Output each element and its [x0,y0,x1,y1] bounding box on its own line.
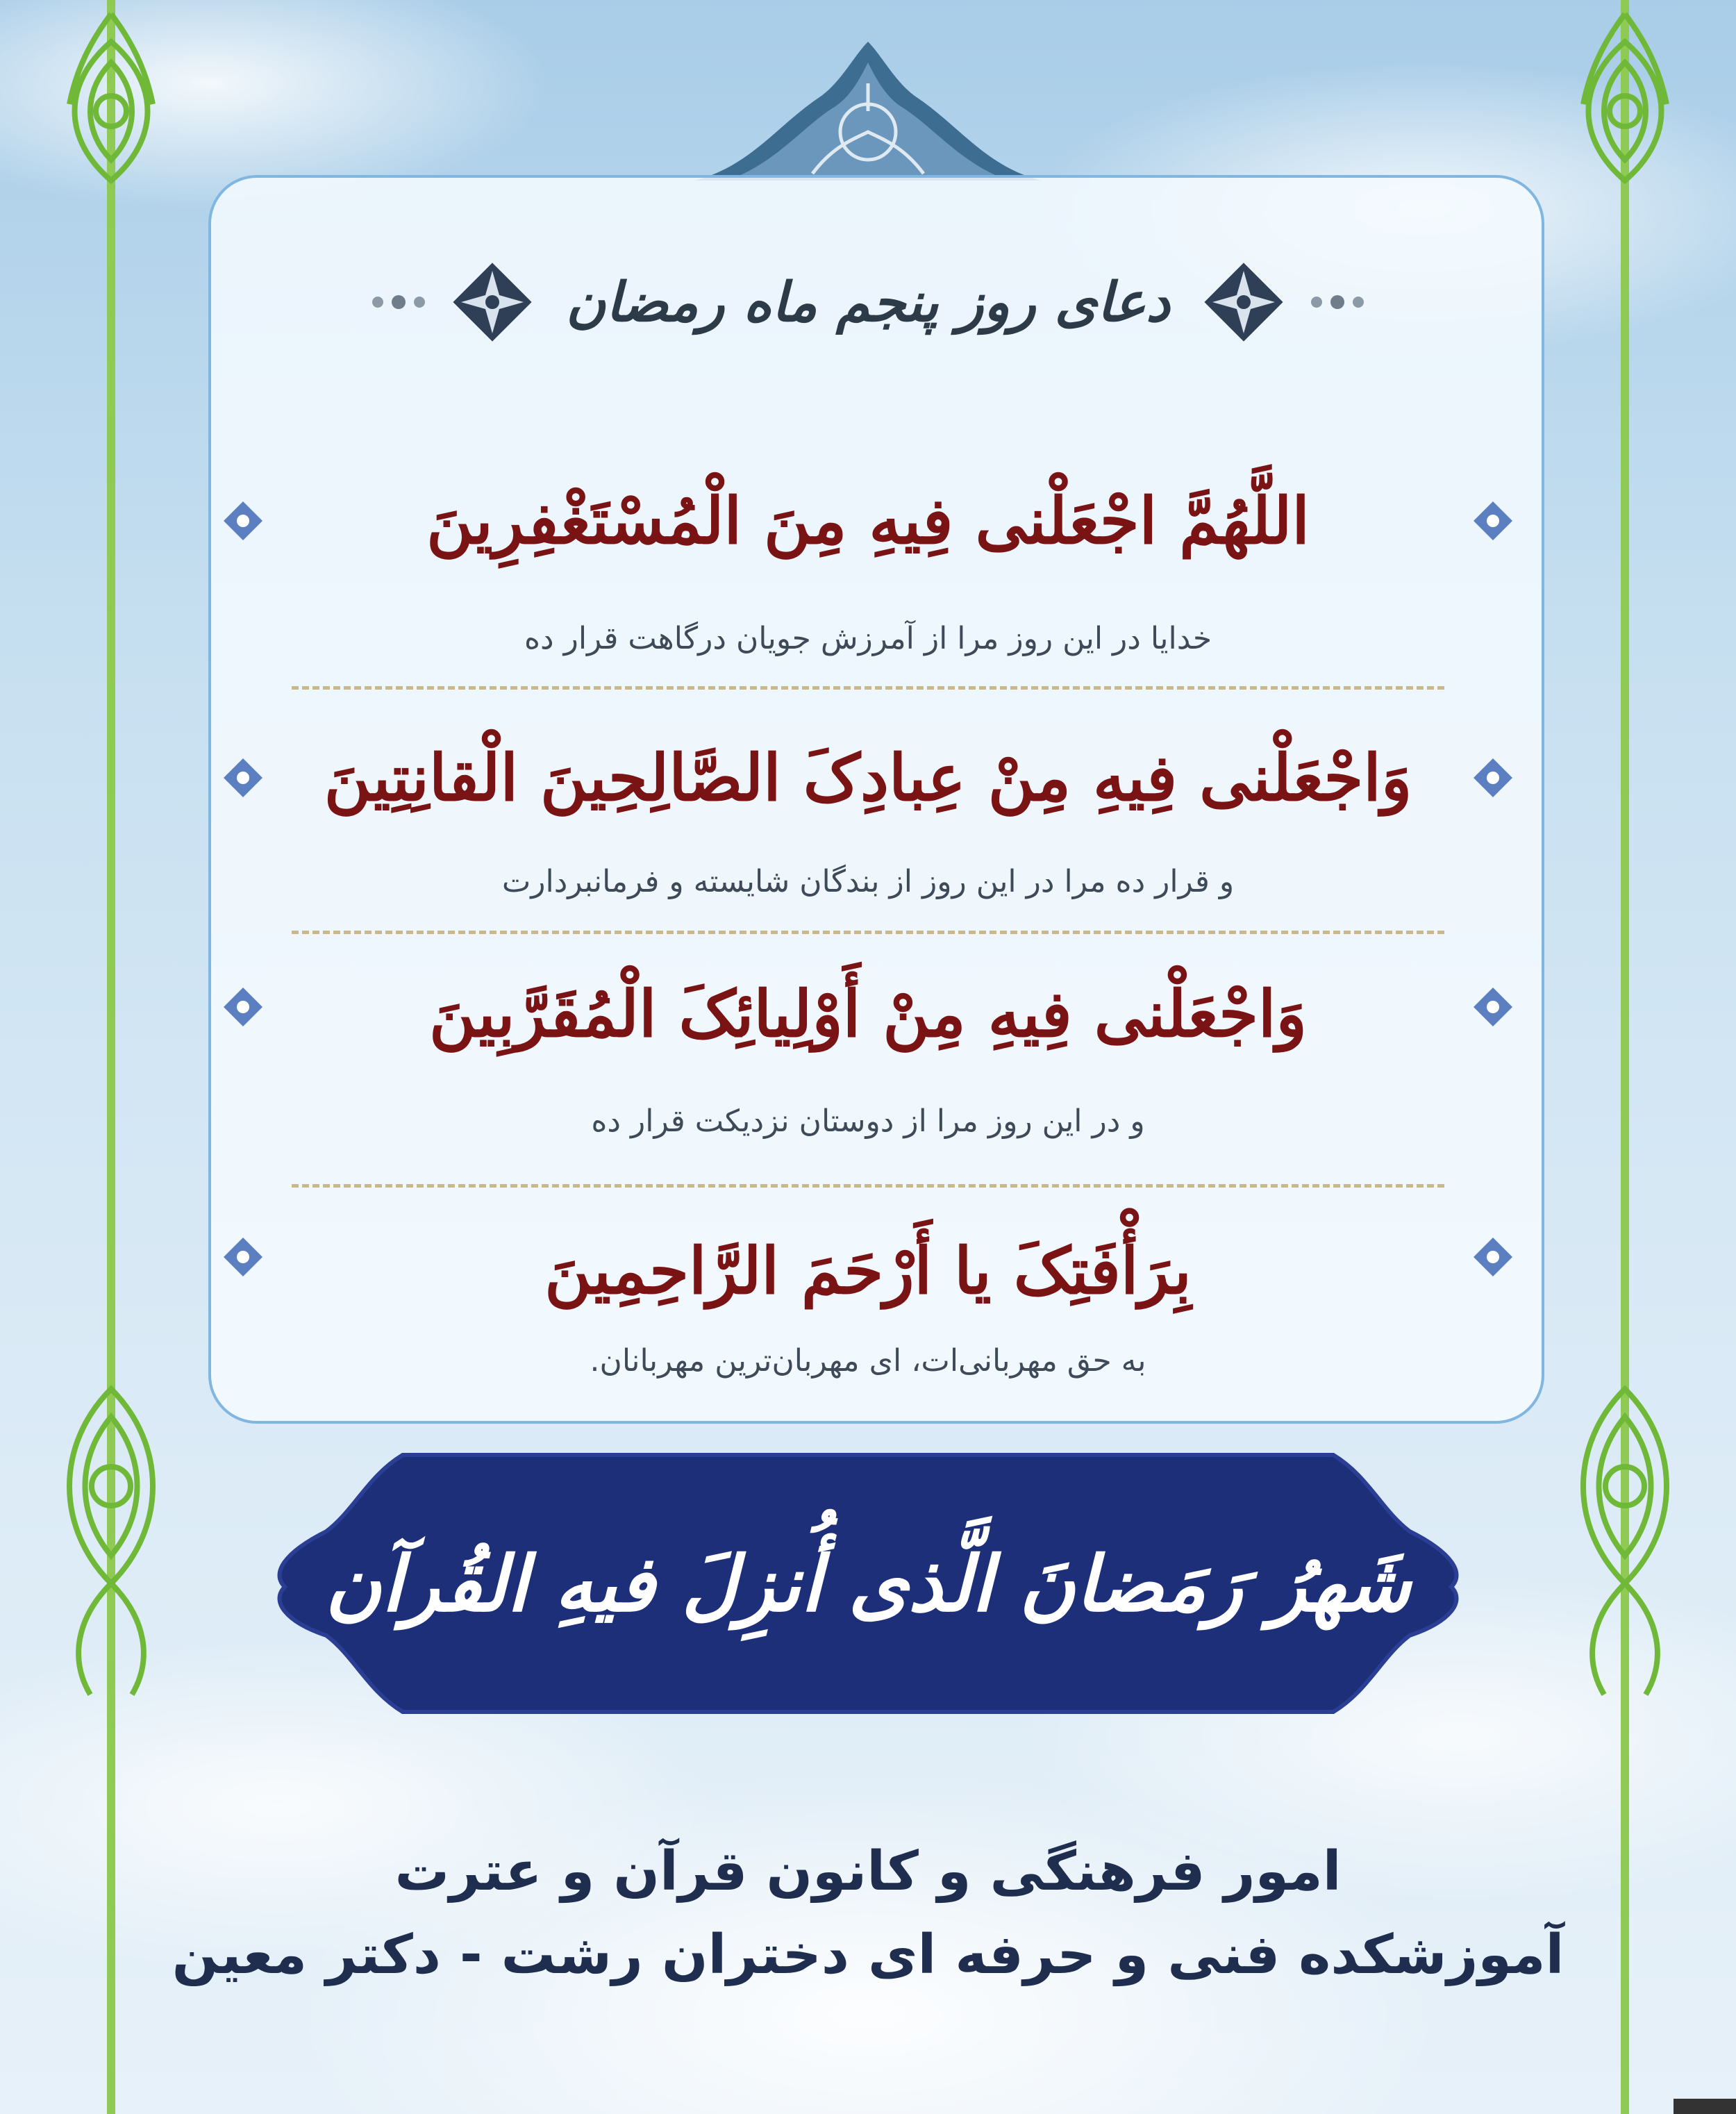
page-title: دعای روز پنجم ماه رمضان [566,270,1170,334]
dome-ornament-icon [694,42,1042,181]
star-ornament-icon [451,260,534,344]
banner-calligraphy: شَهرُ رَمَضانَ الَّذی أُنزِلَ فیهِ القُرآن [325,1538,1411,1629]
arabic-verse-2: وَاجْعَلْنی فِیهِ مِنْ عِبادِکَ الصَّالِحِینَ الْقانِتِینَ [324,740,1412,815]
arabic-verse-1: اللَّهُمَّ اجْعَلْنی فِیهِ مِنَ الْمُسْتَغْفِرِینَ [426,483,1310,558]
title-row [0,257,1736,347]
persian-translation-4: به حق مهربانی‌ات، ای مهربان‌ترین مهربانان. [590,1343,1146,1379]
dots-ornament-icon [1306,288,1369,316]
dots-ornament-icon [367,288,430,316]
watermark-logo [1674,2099,1736,2114]
dashed-divider [292,686,1444,690]
persian-translation-1: خدایا در این روز مرا از آمرزش جویان درگاهت قرار ده [524,621,1212,656]
dashed-divider [292,1184,1444,1188]
arabic-verse-3: وَاجْعَلْنی فِیهِ مِنْ أَوْلِیائِکَ الْمُقَرَّبِینَ [429,976,1307,1051]
persian-translation-2: و قرار ده مرا در این روز از بندگان شایسته و فرمانبردارت [501,864,1235,899]
footer-line-2: آموزشکده فنی و حرفه ای دختران رشت - دکتر معین [172,1924,1564,1986]
dashed-divider [292,931,1444,934]
arabic-verse-4: بِرَأْفَتِکَ یا أَرْحَمَ الرَّاحِمِینَ [544,1233,1192,1308]
footer-line-1: امور فرهنگی و کانون قرآن و عترت [394,1840,1342,1903]
persian-translation-3: و در این روز مرا از دوستان نزدیکت قرار ده [591,1104,1145,1139]
star-ornament-icon [1202,260,1285,344]
